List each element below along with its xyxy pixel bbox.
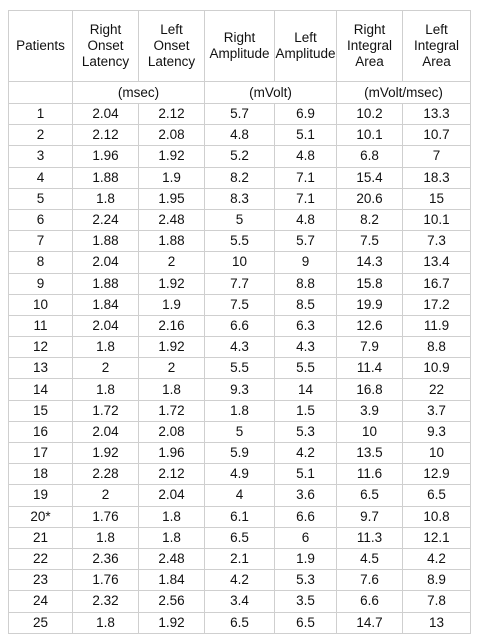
cell-left-amplitude: 6.9: [275, 104, 337, 125]
cell-left-onset-latency: 1.92: [139, 273, 205, 294]
cell-right-integral-area: 13.5: [337, 443, 403, 464]
cell-right-amplitude: 7.7: [205, 273, 275, 294]
cell-right-integral-area: 19.9: [337, 294, 403, 315]
cell-left-integral-area: 7.8: [403, 591, 471, 612]
units-spacer: [9, 82, 73, 104]
cell-left-amplitude: 3.6: [275, 485, 337, 506]
cell-patient: 24: [9, 591, 73, 612]
patient-table-container: [8, 10, 470, 634]
cell-left-integral-area: 8.8: [403, 337, 471, 358]
table-row: [9, 294, 471, 315]
cell-patient: 17: [9, 443, 73, 464]
cell-right-integral-area: 10: [337, 421, 403, 442]
cell-left-integral-area: 7: [403, 146, 471, 167]
table-row: [9, 485, 471, 506]
cell-left-integral-area: 13: [403, 612, 471, 633]
cell-right-integral-area: 14.7: [337, 612, 403, 633]
cell-left-onset-latency: 2.48: [139, 209, 205, 230]
cell-left-onset-latency: 1.72: [139, 400, 205, 421]
cell-right-amplitude: 3.4: [205, 591, 275, 612]
cell-right-integral-area: 14.3: [337, 252, 403, 273]
cell-right-amplitude: 9.3: [205, 379, 275, 400]
cell-right-amplitude: 8.3: [205, 188, 275, 209]
cell-patient: 20*: [9, 506, 73, 527]
cell-right-onset-latency: 2.24: [73, 209, 139, 230]
cell-right-amplitude: 6.5: [205, 612, 275, 633]
cell-patient: 6: [9, 209, 73, 230]
cell-right-onset-latency: 2.04: [73, 315, 139, 336]
cell-left-amplitude: 4.8: [275, 209, 337, 230]
cell-right-integral-area: 8.2: [337, 209, 403, 230]
cell-right-amplitude: 4.3: [205, 337, 275, 358]
header-left-integral-area: Left Integral Area: [403, 11, 471, 82]
table-header: [9, 11, 471, 104]
table-row: [9, 570, 471, 591]
patient-measurements-table: [8, 10, 471, 634]
cell-right-amplitude: 5: [205, 209, 275, 230]
cell-left-integral-area: 11.9: [403, 315, 471, 336]
table-row: [9, 527, 471, 548]
cell-left-amplitude: 5.3: [275, 570, 337, 591]
cell-right-onset-latency: 2.04: [73, 252, 139, 273]
cell-right-onset-latency: 2: [73, 358, 139, 379]
cell-right-amplitude: 7.5: [205, 294, 275, 315]
table-row: [9, 167, 471, 188]
cell-left-integral-area: 10: [403, 443, 471, 464]
cell-patient: 23: [9, 570, 73, 591]
cell-left-onset-latency: 2: [139, 358, 205, 379]
cell-left-amplitude: 5.5: [275, 358, 337, 379]
cell-right-integral-area: 10.2: [337, 104, 403, 125]
cell-left-integral-area: 10.7: [403, 125, 471, 146]
cell-patient: 1: [9, 104, 73, 125]
cell-left-integral-area: 18.3: [403, 167, 471, 188]
cell-patient: 22: [9, 548, 73, 569]
cell-left-onset-latency: 1.96: [139, 443, 205, 464]
cell-right-onset-latency: 2.32: [73, 591, 139, 612]
cell-right-onset-latency: 1.88: [73, 231, 139, 252]
cell-right-integral-area: 15.4: [337, 167, 403, 188]
cell-left-amplitude: 4.8: [275, 146, 337, 167]
table-row: [9, 400, 471, 421]
cell-right-integral-area: 20.6: [337, 188, 403, 209]
cell-patient: 9: [9, 273, 73, 294]
cell-left-integral-area: 13.4: [403, 252, 471, 273]
cell-right-onset-latency: 1.8: [73, 337, 139, 358]
cell-left-amplitude: 8.8: [275, 273, 337, 294]
cell-left-integral-area: 15: [403, 188, 471, 209]
cell-left-onset-latency: 1.8: [139, 379, 205, 400]
cell-right-onset-latency: 1.72: [73, 400, 139, 421]
cell-right-onset-latency: 1.84: [73, 294, 139, 315]
cell-patient: 4: [9, 167, 73, 188]
cell-left-amplitude: 6.6: [275, 506, 337, 527]
cell-right-integral-area: 12.6: [337, 315, 403, 336]
cell-left-amplitude: 1.9: [275, 548, 337, 569]
table-row: [9, 146, 471, 167]
cell-left-integral-area: 17.2: [403, 294, 471, 315]
cell-right-onset-latency: 1.8: [73, 379, 139, 400]
units-row: [9, 82, 471, 104]
cell-right-onset-latency: 1.76: [73, 506, 139, 527]
cell-right-integral-area: 11.6: [337, 464, 403, 485]
table-row: [9, 612, 471, 633]
cell-right-amplitude: 6.1: [205, 506, 275, 527]
cell-right-onset-latency: 2.12: [73, 125, 139, 146]
cell-right-integral-area: 7.9: [337, 337, 403, 358]
cell-left-onset-latency: 2.16: [139, 315, 205, 336]
cell-right-amplitude: 8.2: [205, 167, 275, 188]
cell-left-integral-area: 10.9: [403, 358, 471, 379]
table-body: [9, 104, 471, 634]
cell-patient: 21: [9, 527, 73, 548]
cell-right-integral-area: 6.5: [337, 485, 403, 506]
header-right-amplitude: Right Amplitude: [205, 11, 275, 82]
header-left-amplitude: Left Amplitude: [275, 11, 337, 82]
cell-right-amplitude: 1.8: [205, 400, 275, 421]
cell-right-onset-latency: 2.04: [73, 421, 139, 442]
cell-patient: 16: [9, 421, 73, 442]
table-row: [9, 273, 471, 294]
cell-right-integral-area: 4.5: [337, 548, 403, 569]
cell-right-amplitude: 4.9: [205, 464, 275, 485]
units-area: (mVolt/msec): [337, 82, 471, 104]
header-left-onset-latency: Left Onset Latency: [139, 11, 205, 82]
cell-left-onset-latency: 1.84: [139, 570, 205, 591]
cell-right-amplitude: 5.5: [205, 231, 275, 252]
cell-patient: 3: [9, 146, 73, 167]
cell-right-onset-latency: 2.28: [73, 464, 139, 485]
cell-left-onset-latency: 1.8: [139, 527, 205, 548]
cell-left-amplitude: 9: [275, 252, 337, 273]
cell-patient: 10: [9, 294, 73, 315]
cell-left-amplitude: 6.3: [275, 315, 337, 336]
cell-patient: 12: [9, 337, 73, 358]
cell-right-onset-latency: 1.8: [73, 188, 139, 209]
cell-patient: 7: [9, 231, 73, 252]
table-row: [9, 358, 471, 379]
table-row: [9, 421, 471, 442]
cell-patient: 14: [9, 379, 73, 400]
cell-left-amplitude: 3.5: [275, 591, 337, 612]
cell-left-onset-latency: 1.92: [139, 612, 205, 633]
cell-left-integral-area: 22: [403, 379, 471, 400]
cell-right-amplitude: 2.1: [205, 548, 275, 569]
cell-patient: 15: [9, 400, 73, 421]
cell-right-amplitude: 5.9: [205, 443, 275, 464]
cell-left-onset-latency: 1.92: [139, 337, 205, 358]
cell-right-integral-area: 6.6: [337, 591, 403, 612]
table-row: [9, 591, 471, 612]
cell-left-integral-area: 6.5: [403, 485, 471, 506]
cell-right-amplitude: 10: [205, 252, 275, 273]
table-row: [9, 231, 471, 252]
cell-left-onset-latency: 2.12: [139, 104, 205, 125]
table-row: [9, 464, 471, 485]
cell-left-integral-area: 7.3: [403, 231, 471, 252]
cell-left-integral-area: 10.1: [403, 209, 471, 230]
cell-left-onset-latency: 2.12: [139, 464, 205, 485]
cell-left-amplitude: 5.3: [275, 421, 337, 442]
cell-right-integral-area: 10.1: [337, 125, 403, 146]
cell-right-integral-area: 15.8: [337, 273, 403, 294]
cell-patient: 8: [9, 252, 73, 273]
cell-right-integral-area: 3.9: [337, 400, 403, 421]
cell-right-integral-area: 7.5: [337, 231, 403, 252]
cell-patient: 25: [9, 612, 73, 633]
header-right-onset-latency: Right Onset Latency: [73, 11, 139, 82]
cell-left-onset-latency: 1.9: [139, 294, 205, 315]
cell-patient: 19: [9, 485, 73, 506]
table-row: [9, 125, 471, 146]
cell-left-integral-area: 12.1: [403, 527, 471, 548]
cell-right-onset-latency: 1.96: [73, 146, 139, 167]
cell-left-onset-latency: 1.8: [139, 506, 205, 527]
cell-right-integral-area: 11.3: [337, 527, 403, 548]
cell-left-amplitude: 5.7: [275, 231, 337, 252]
cell-left-integral-area: 16.7: [403, 273, 471, 294]
cell-right-amplitude: 4.2: [205, 570, 275, 591]
cell-left-onset-latency: 1.92: [139, 146, 205, 167]
header-patients: Patients: [9, 11, 73, 82]
cell-right-onset-latency: 1.88: [73, 167, 139, 188]
cell-left-amplitude: 6: [275, 527, 337, 548]
table-row: [9, 443, 471, 464]
cell-left-onset-latency: 2.48: [139, 548, 205, 569]
cell-left-integral-area: 4.2: [403, 548, 471, 569]
cell-left-integral-area: 3.7: [403, 400, 471, 421]
cell-right-integral-area: 6.8: [337, 146, 403, 167]
cell-right-amplitude: 6.5: [205, 527, 275, 548]
cell-left-amplitude: 7.1: [275, 167, 337, 188]
cell-left-amplitude: 4.2: [275, 443, 337, 464]
cell-left-amplitude: 5.1: [275, 464, 337, 485]
cell-left-onset-latency: 2.08: [139, 421, 205, 442]
cell-right-amplitude: 4: [205, 485, 275, 506]
cell-right-amplitude: 5.7: [205, 104, 275, 125]
cell-left-amplitude: 6.5: [275, 612, 337, 633]
cell-left-amplitude: 4.3: [275, 337, 337, 358]
table-row: [9, 337, 471, 358]
cell-left-amplitude: 14: [275, 379, 337, 400]
cell-right-onset-latency: 2.36: [73, 548, 139, 569]
cell-patient: 13: [9, 358, 73, 379]
cell-left-amplitude: 5.1: [275, 125, 337, 146]
table-row: [9, 379, 471, 400]
table-row: [9, 548, 471, 569]
table-row: [9, 104, 471, 125]
cell-left-integral-area: 13.3: [403, 104, 471, 125]
cell-left-onset-latency: 1.9: [139, 167, 205, 188]
cell-left-onset-latency: 2: [139, 252, 205, 273]
units-amplitude: (mVolt): [205, 82, 337, 104]
cell-right-onset-latency: 2: [73, 485, 139, 506]
cell-right-integral-area: 7.6: [337, 570, 403, 591]
table-row: [9, 188, 471, 209]
cell-right-onset-latency: 1.92: [73, 443, 139, 464]
cell-left-amplitude: 8.5: [275, 294, 337, 315]
cell-right-integral-area: 9.7: [337, 506, 403, 527]
cell-left-onset-latency: 2.56: [139, 591, 205, 612]
table-row: [9, 252, 471, 273]
cell-left-onset-latency: 2.08: [139, 125, 205, 146]
cell-patient: 18: [9, 464, 73, 485]
cell-left-integral-area: 8.9: [403, 570, 471, 591]
cell-right-onset-latency: 2.04: [73, 104, 139, 125]
cell-left-onset-latency: 2.04: [139, 485, 205, 506]
cell-patient: 2: [9, 125, 73, 146]
cell-right-onset-latency: 1.88: [73, 273, 139, 294]
cell-right-amplitude: 5.2: [205, 146, 275, 167]
cell-right-onset-latency: 1.8: [73, 527, 139, 548]
cell-right-amplitude: 4.8: [205, 125, 275, 146]
cell-left-integral-area: 9.3: [403, 421, 471, 442]
cell-right-integral-area: 11.4: [337, 358, 403, 379]
cell-left-integral-area: 10.8: [403, 506, 471, 527]
cell-right-amplitude: 6.6: [205, 315, 275, 336]
cell-patient: 5: [9, 188, 73, 209]
cell-left-integral-area: 12.9: [403, 464, 471, 485]
cell-left-onset-latency: 1.95: [139, 188, 205, 209]
header-right-integral-area: Right Integral Area: [337, 11, 403, 82]
cell-right-amplitude: 5: [205, 421, 275, 442]
units-latency: (msec): [73, 82, 205, 104]
cell-right-onset-latency: 1.8: [73, 612, 139, 633]
table-row: [9, 209, 471, 230]
cell-patient: 11: [9, 315, 73, 336]
cell-right-amplitude: 5.5: [205, 358, 275, 379]
cell-left-amplitude: 7.1: [275, 188, 337, 209]
cell-left-onset-latency: 1.88: [139, 231, 205, 252]
table-row: [9, 506, 471, 527]
cell-right-onset-latency: 1.76: [73, 570, 139, 591]
table-row: [9, 315, 471, 336]
cell-left-amplitude: 1.5: [275, 400, 337, 421]
cell-right-integral-area: 16.8: [337, 379, 403, 400]
header-row: [9, 11, 471, 82]
